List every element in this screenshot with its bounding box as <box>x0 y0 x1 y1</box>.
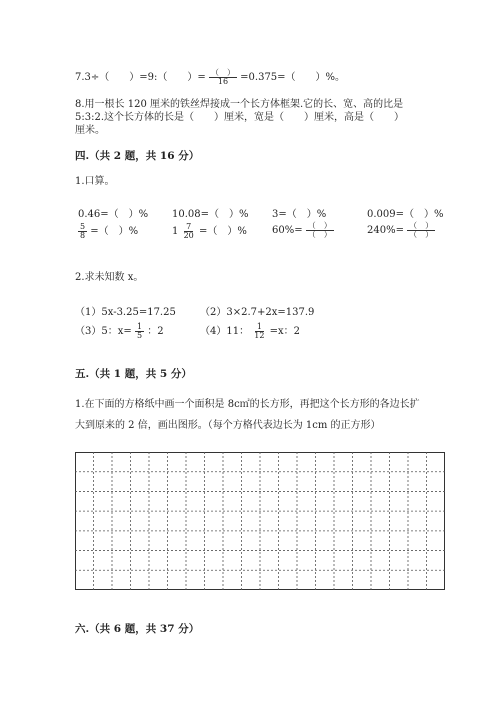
q4-2-p3 <box>75 322 164 340</box>
q4-2-p1: （1）5x-3.25=17.25 <box>75 307 176 318</box>
frac-num: 1 <box>256 322 262 331</box>
q4-2-p4 <box>200 322 300 340</box>
frac-den: 12 <box>254 331 265 340</box>
q4-1-item-2: 10.08=（ ）% <box>172 209 249 220</box>
frac-den: 20 <box>183 231 194 240</box>
q7-text-b: =0.375=（ ）%。 <box>240 72 346 83</box>
frac-num: 5 <box>80 222 86 231</box>
section-6-title: 六.（共 6 题，共 37 分） <box>75 623 200 635</box>
frac-num: 7 <box>186 222 192 231</box>
frac-den: （ ） <box>409 230 434 239</box>
q7-fraction <box>209 69 237 86</box>
q4-1-item-5-tail: =（ ）% <box>90 226 139 237</box>
q4-2-p3-text-a: （3）5：x= <box>75 326 132 337</box>
grid-lines <box>75 452 445 590</box>
q4-1-item-4: 0.009=（ ）% <box>367 209 444 220</box>
q4-1-item-8 <box>367 222 435 239</box>
q7-line <box>75 68 345 86</box>
q4-2-p3-frac <box>135 323 144 340</box>
frac-den: 8 <box>80 231 86 240</box>
q8-line3: 厘米。 <box>75 125 105 136</box>
q4-1-item-1: 0.46=（ ）% <box>78 209 149 220</box>
frac-num: （ ） <box>409 221 434 230</box>
q7-frac-den: 16 <box>217 77 229 86</box>
mixed-whole: 1 <box>172 226 179 237</box>
grid-paper[interactable] <box>75 452 445 590</box>
q4-2-p3-text-b: ：2 <box>147 326 164 337</box>
frac-num: 1 <box>136 322 143 331</box>
q4-1-item-7-frac <box>306 222 334 239</box>
q4-1-title: 1.口算。 <box>75 176 115 187</box>
q5-1-line1: 1.在下面的方格纸中画一个面积是 8c㎡的长方形，再把这个长方形的各边长扩 <box>75 399 420 410</box>
q4-2-p4-frac <box>252 323 266 340</box>
q7-frac-num: （ ） <box>210 68 235 77</box>
q5-1-line2: 大到原来的 2 倍，画出图形。（每个方格代表边长为 1cm 的正方形） <box>75 420 381 431</box>
q4-1-item-7 <box>272 222 334 239</box>
q4-1-item-8-frac <box>407 222 435 239</box>
frac-den: （ ） <box>307 230 332 239</box>
q4-1-item-6 <box>172 222 247 240</box>
q8-line1: 8.用一根长 120 厘米的铁丝焊接成一个长方体框架.它的长、宽、高的比是 <box>75 99 404 110</box>
q4-1-item-5-frac <box>78 223 87 240</box>
q4-1-item-3: 3=（ ）% <box>272 209 327 220</box>
frac-num: （ ） <box>307 221 332 230</box>
frac-den: 5 <box>136 331 143 340</box>
q4-2-p2: （2）3×2.7+2x=137.9 <box>200 307 315 318</box>
q4-1-item-5 <box>78 222 138 240</box>
q4-1-item-8-text: 240%= <box>367 225 404 236</box>
q4-2-p4-text-b: =x：2 <box>269 326 301 337</box>
q8-line2: 5:3:2.这个长方体的长是（ ）厘米，宽是（ ）厘米，高是（ ） <box>75 112 405 123</box>
q4-1-item-7-text: 60%= <box>272 225 303 236</box>
q4-2-p4-text-a: （4）11： <box>200 326 250 337</box>
q4-1-item-6-frac <box>182 223 196 240</box>
section-5-title: 五.（共 1 题，共 5 分） <box>75 368 192 380</box>
section-4-title: 四.（共 2 题，共 16 分） <box>75 150 200 162</box>
q7-text-a: 7.3÷（ ）=9:（ ）= <box>75 72 206 83</box>
q4-1-item-6-tail: =（ ）% <box>198 226 247 237</box>
q4-2-title: 2.求未知数 x。 <box>75 272 144 283</box>
